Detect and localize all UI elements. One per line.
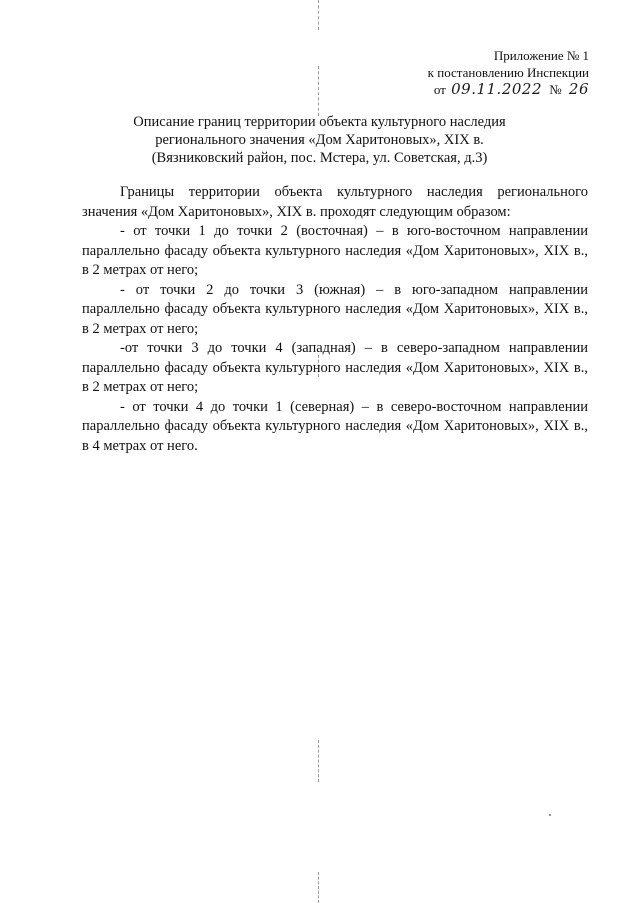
boundary-item-3: -от точки 3 до точки 4 (западная) – в северо-западном направлении параллельно фасаду объекта культурного наследия «Дом Харитоновых», XIX в., в 2 метрах от него; xyxy=(82,340,588,395)
scan-fold-mark xyxy=(318,0,319,30)
boundary-item-4: - от точки 4 до точки 1 (северная) – в северо-восточном направлении параллельно фасаду объекта культурного наследия «Дом Харитоновых», XIX в., в 4 метрах от него. xyxy=(82,398,588,454)
title-line-1: Описание границ территории объекта культурного наследия xyxy=(133,114,506,130)
title-line-2: регионального значения «Дом Харитоновых», XIX в. xyxy=(155,132,484,148)
appendix-title: Приложение № 1 xyxy=(493,48,589,63)
appendix-date-number-line xyxy=(428,81,589,98)
title-line-3: (Вязниковский район, пос. Мстера, ул. Советская, д.3) xyxy=(151,150,488,166)
scan-speck xyxy=(549,814,551,816)
boundary-item-1: - от точки 1 до точки 2 (восточная) – в юго-восточном направлении параллельно фасаду объекта культурного наследия «Дом Харитоновых», XIX в., в 2 метрах от него; xyxy=(82,223,588,278)
appendix-block xyxy=(428,47,589,98)
scan-fold-mark xyxy=(318,872,319,903)
handwritten-number: 26 xyxy=(568,80,589,98)
handwritten-date: 09.11.2022 xyxy=(451,80,542,98)
boundary-item-2: - от точки 2 до точки 3 (южная) – в юго-западном направлении параллельно фасаду объекта культурного наследия «Дом Харитоновых», XIX в., в 2 метрах от него; xyxy=(82,281,588,337)
appendix-resolution: к постановлению Инспекции xyxy=(427,65,589,80)
document-title xyxy=(60,113,579,167)
scan-fold-mark xyxy=(318,66,319,116)
from-label: от xyxy=(433,82,446,97)
scan-fold-mark xyxy=(318,740,319,782)
body-intro: Границы территории объекта культурного наследия регионального значения «Дом Харитоновых», XIX в. проходят следующим образом: xyxy=(82,184,588,220)
document-body xyxy=(82,183,588,456)
number-label: № xyxy=(549,82,562,97)
